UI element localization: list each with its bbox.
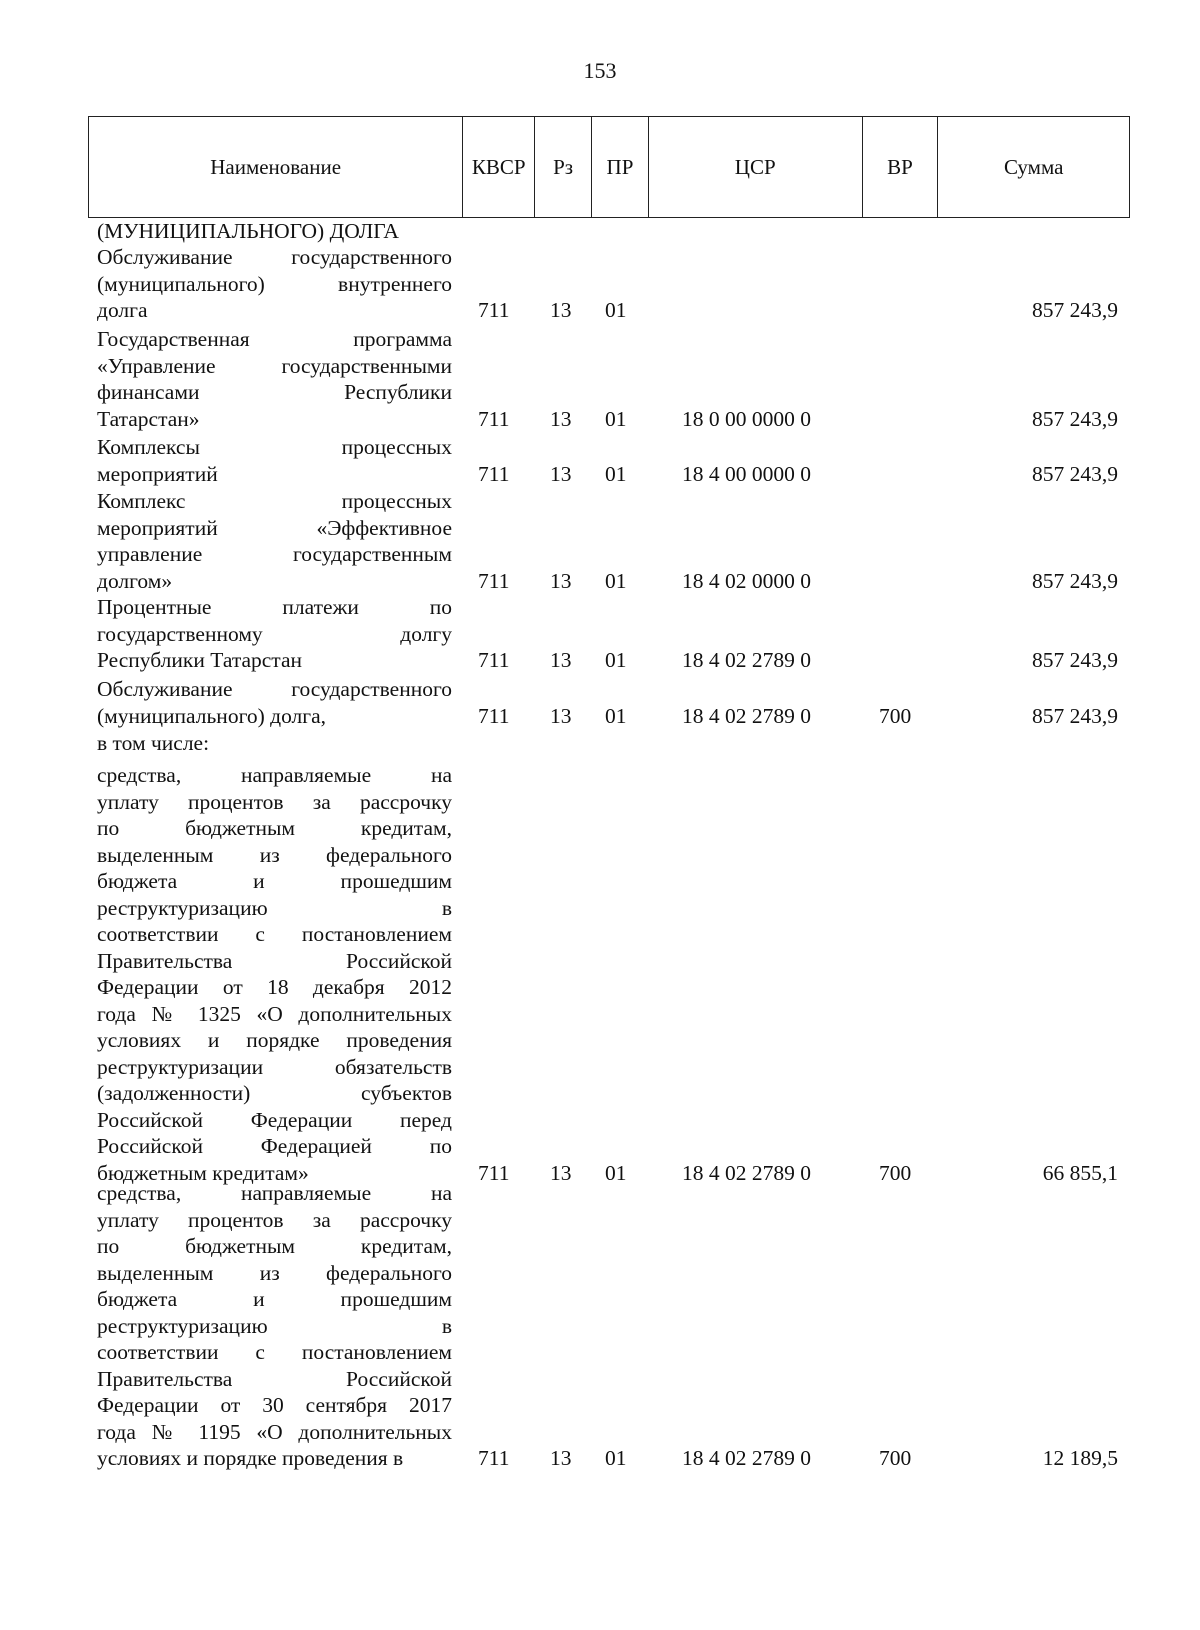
- row-name-line: средства, направляемые на: [97, 763, 452, 787]
- row-kvsr: 711: [478, 298, 510, 322]
- row-rz: 13: [550, 461, 572, 486]
- row-name-line: Комплекс процессных: [97, 489, 452, 513]
- row-name: [97, 730, 452, 757]
- row-kvsr: 711: [478, 648, 510, 672]
- row-name-line: управление государственным: [97, 542, 452, 566]
- row-name-line: уплату процентов за рассрочку: [97, 789, 452, 814]
- row-name-line: выделенным из федерального: [97, 1260, 452, 1285]
- row-name-line: Правительства Российской: [97, 948, 452, 973]
- row-csr: 18 0 00 0000 0: [682, 406, 811, 431]
- row-name: [97, 488, 452, 594]
- row-name-line: соответствии с постановлением: [97, 1340, 452, 1364]
- row-name-line: Правительства Российской: [97, 1366, 452, 1391]
- row-csr: 18 4 02 2789 0: [682, 648, 811, 672]
- row-csr: 18 4 02 2789 0: [682, 703, 811, 728]
- row-rz: 13: [550, 406, 572, 431]
- row-name: [97, 326, 452, 432]
- row-name-line: реструктуризацию в: [97, 1313, 452, 1338]
- row-name: [97, 762, 452, 1186]
- row-name-line: в том числе:: [97, 731, 210, 755]
- row-name-line: Российской Федерацией по: [97, 1134, 452, 1158]
- row-name-line: мероприятий: [97, 461, 218, 486]
- table-header: [88, 116, 1130, 218]
- row-pr: 01: [605, 406, 627, 431]
- row-kvsr: 711: [478, 1446, 510, 1470]
- row-name-line: бюджета и прошедшим: [97, 869, 452, 893]
- row-name: [97, 676, 452, 729]
- row-vr: 700: [879, 703, 912, 728]
- row-name-line: долгом»: [97, 568, 173, 593]
- row-kvsr: 711: [478, 406, 510, 431]
- row-kvsr: 711: [478, 1160, 510, 1185]
- row-name-line: по бюджетным кредитам,: [97, 1234, 452, 1258]
- row-name-line: соответствии с постановлением: [97, 922, 452, 946]
- row-csr: 18 4 02 0000 0: [682, 568, 811, 593]
- row-name-line: (муниципального) долга,: [97, 703, 327, 728]
- row-name-line: государственному долгу: [97, 621, 452, 646]
- row-sum: 66 855,1: [1042, 1160, 1118, 1185]
- row-name-line: Республики Татарстан: [97, 648, 303, 672]
- row-sum: 857 243,9: [1032, 298, 1118, 322]
- row-name-line: Федерации от 18 декабря 2012: [97, 975, 452, 999]
- row-name-line: Российской Федерации перед: [97, 1107, 452, 1132]
- row-rz: 13: [550, 648, 572, 672]
- row-name-line: бюджетным кредитам»: [97, 1160, 309, 1185]
- row-csr: 18 4 02 2789 0: [682, 1160, 811, 1185]
- column-header-kvsr: КВСР: [463, 117, 535, 217]
- row-name-line: условиях и порядке проведения в: [97, 1446, 404, 1470]
- row-kvsr: 711: [478, 568, 510, 593]
- column-header-csr: ЦСР: [649, 117, 863, 217]
- row-pr: 01: [605, 461, 627, 486]
- row-name-line: финансами Республики: [97, 380, 452, 404]
- row-pr: 01: [605, 1446, 627, 1470]
- row-name-line: Процентные платежи по: [97, 595, 452, 619]
- row-name-line: Федерации от 30 сентября 2017: [97, 1393, 452, 1417]
- column-header-sum: Сумма: [1003, 154, 1064, 179]
- column-header-rz: Рз: [535, 117, 592, 217]
- row-sum: 857 243,9: [1032, 648, 1118, 672]
- row-name-line: Государственная программа: [97, 327, 452, 351]
- row-name-line: (МУНИЦИПАЛЬНОГО) ДОЛГА: [97, 219, 399, 243]
- row-name-line: Обслуживание государственного: [97, 245, 452, 269]
- row-name-line: года № 1195 «О дополнительных: [97, 1419, 452, 1444]
- row-name-line: «Управление государственными: [97, 353, 452, 378]
- row-name-line: условиях и порядке проведения: [97, 1028, 452, 1052]
- row-name-line: Комплексы процессных: [97, 435, 452, 459]
- row-name-line: года № 1325 «О дополнительных: [97, 1001, 452, 1026]
- row-sum: 857 243,9: [1032, 461, 1118, 486]
- row-name-line: уплату процентов за рассрочку: [97, 1207, 452, 1232]
- row-pr: 01: [605, 703, 627, 728]
- row-csr: 18 4 00 0000 0: [682, 461, 811, 486]
- row-csr: 18 4 02 2789 0: [682, 1446, 811, 1470]
- row-pr: 01: [605, 1160, 627, 1185]
- row-name-line: средства, направляемые на: [97, 1181, 452, 1205]
- row-kvsr: 711: [478, 703, 510, 728]
- row-rz: 13: [550, 1446, 572, 1470]
- row-name-line: долга: [97, 298, 148, 322]
- row-name-line: Татарстан»: [97, 406, 200, 431]
- column-header-name: Наименование: [89, 117, 463, 217]
- row-rz: 13: [550, 298, 572, 322]
- row-sum: 857 243,9: [1032, 703, 1118, 728]
- row-name: [97, 1180, 452, 1472]
- row-name-line: реструктуризацию в: [97, 895, 452, 920]
- row-sum: 857 243,9: [1032, 568, 1118, 593]
- row-rz: 13: [550, 1160, 572, 1185]
- row-name: [97, 218, 452, 245]
- row-sum: 857 243,9: [1032, 406, 1118, 431]
- row-name: [97, 244, 452, 324]
- column-header-vr: ВР: [863, 117, 939, 217]
- row-name-line: по бюджетным кредитам,: [97, 816, 452, 840]
- row-pr: 01: [605, 298, 627, 322]
- row-name-line: Обслуживание государственного: [97, 677, 452, 701]
- row-pr: 01: [605, 568, 627, 593]
- page-number: 153: [583, 58, 617, 83]
- row-vr: 700: [879, 1160, 912, 1185]
- column-header-pr: ПР: [592, 117, 649, 217]
- row-name-line: выделенным из федерального: [97, 842, 452, 867]
- row-pr: 01: [605, 648, 627, 672]
- row-name-line: (муниципального) внутреннего: [97, 271, 452, 296]
- row-kvsr: 711: [478, 461, 510, 486]
- row-rz: 13: [550, 703, 572, 728]
- row-name-line: реструктуризации обязательств: [97, 1054, 452, 1079]
- row-name-line: мероприятий «Эффективное: [97, 515, 452, 540]
- row-rz: 13: [550, 568, 572, 593]
- row-sum: 12 189,5: [1042, 1446, 1118, 1470]
- row-name-line: (задолженности) субъектов: [97, 1081, 452, 1105]
- row-name: [97, 594, 452, 674]
- row-name-line: бюджета и прошедшим: [97, 1287, 452, 1311]
- row-name: [97, 434, 452, 487]
- row-vr: 700: [879, 1446, 912, 1470]
